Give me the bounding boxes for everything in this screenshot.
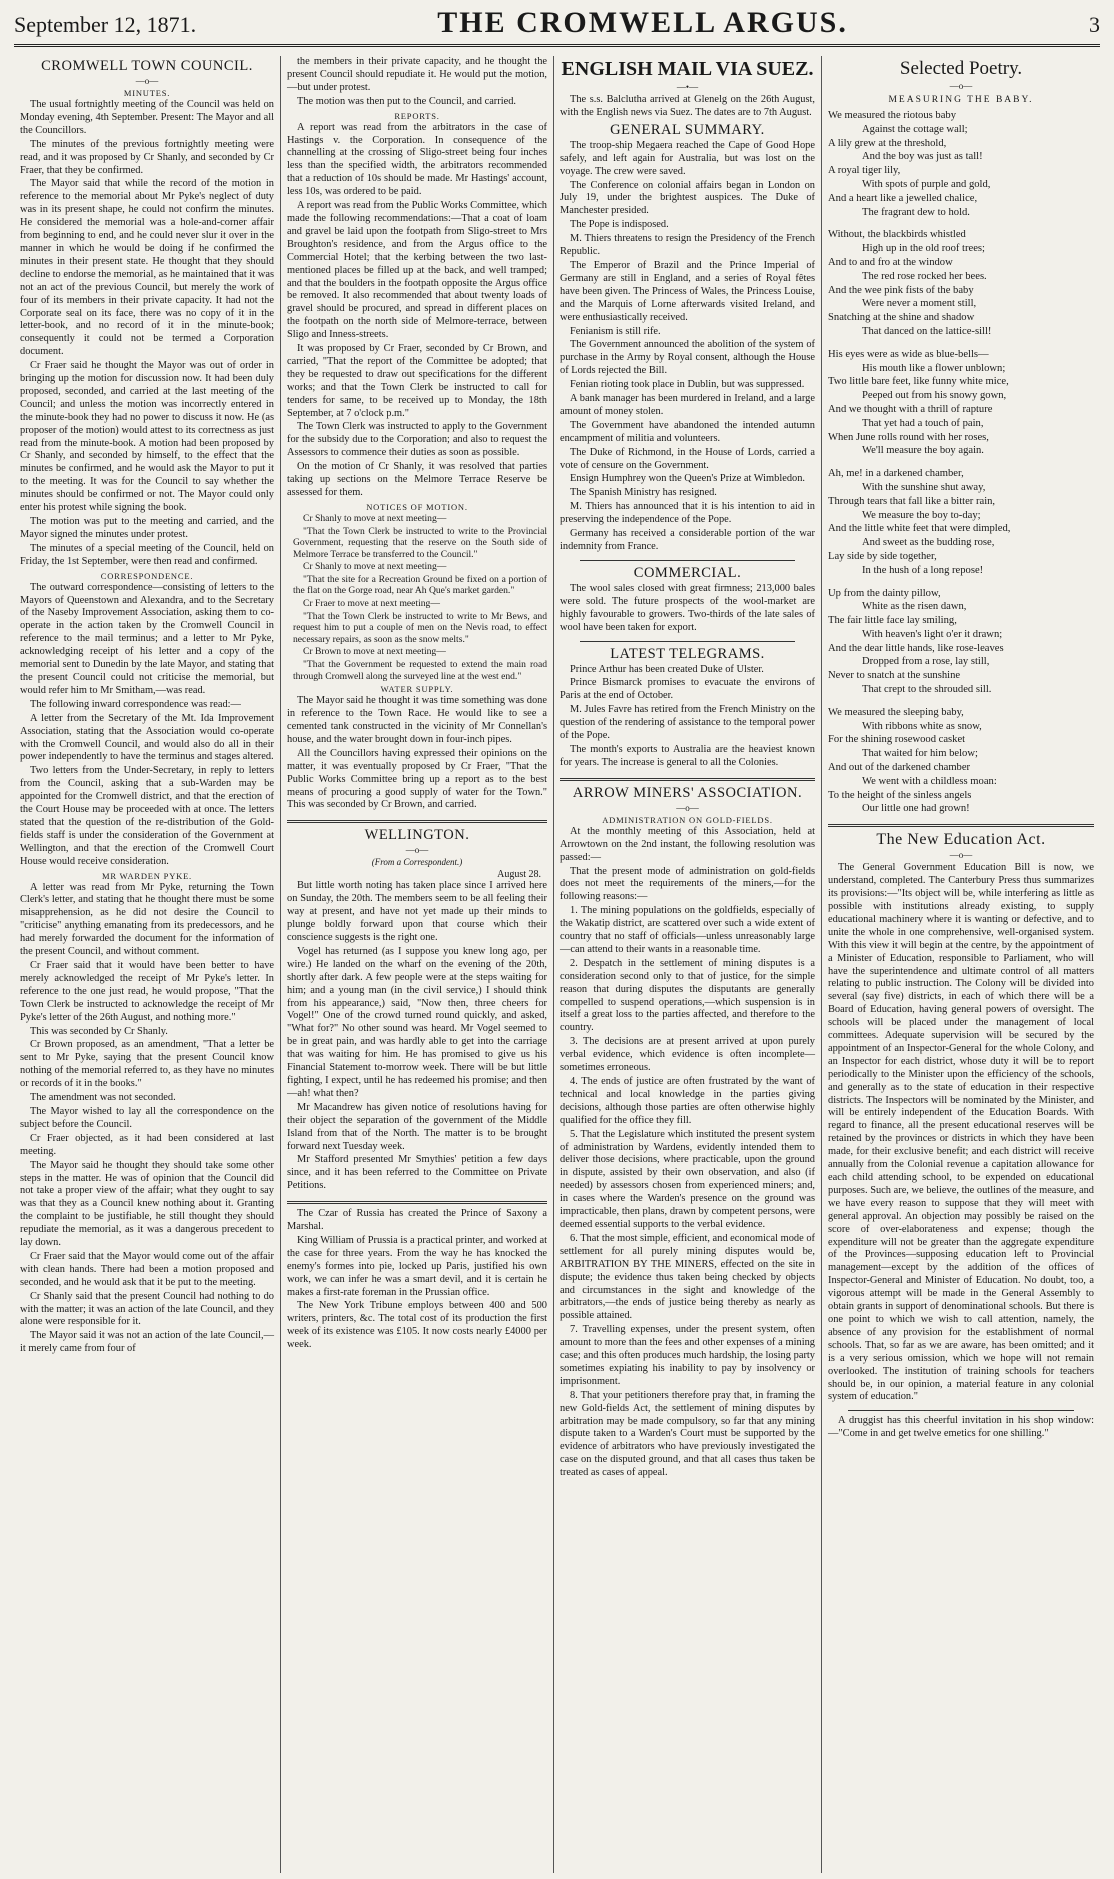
columns xyxy=(14,56,1100,1873)
paragraph: "That the Town Clerk be instructed to write to the Provincial Government, requesting that the reserve on the South side of Melmore Terrace be transferred to the Council." xyxy=(293,525,547,560)
poem-line: We'll measure the boy again. xyxy=(862,445,984,457)
separator: —o— xyxy=(949,81,973,91)
mail-intro-paragraph xyxy=(560,94,815,120)
paragraph: "That the site for a Recreation Ground be fixed on a portion of the flat on the Gorge road, near Ah Que's market garden." xyxy=(293,573,547,597)
separator: —o— xyxy=(949,850,973,861)
section-general-summary: GENERAL SUMMARY. xyxy=(610,121,765,138)
paragraph: The minutes of the previous fortnightly meeting were read, and it was proposed by Cr Shanly, and seconded by Cr Fraer, that they be confirmed. xyxy=(20,138,274,176)
paragraph: The month's exports to Australia are the heaviest known for years. The increase is general to all the Colonies. xyxy=(560,743,815,768)
issue-date: September 12, 1871. xyxy=(14,12,197,37)
paragraph: A letter was read from Mr Pyke, returning the Town Clerk's letter, and stating that he thought there must be some misapprehension, as he did not desire the Council to "criticise" anything emanating from its predecessors, and he had merely forwarded the document for the information of the present Council, and without comment. xyxy=(20,881,274,958)
divider xyxy=(580,560,795,561)
poem-line: A lily grew at the threshold, xyxy=(828,137,947,149)
paragraph: Cr Brown to move at next meeting— xyxy=(303,646,446,658)
dateline: August 28. xyxy=(497,869,541,881)
council-continued-paragraphs xyxy=(287,56,547,109)
paragraph: That the present mode of administration on gold-fields does not meet the requirements of the miners,—for the following reasons:— xyxy=(560,865,815,903)
paragraph: A bank manager has been murdered in Ireland, and a large amount of money stolen. xyxy=(560,393,815,417)
paragraph: Cr Fraer said that the Mayor would come out of the affair with clean hands. There had been a motion proposed and seconded, and he would ask that it be put to the meeting. xyxy=(20,1250,274,1288)
paragraph: The Government have abandoned the intended autumn encampment of militia and volunteers. xyxy=(560,419,815,444)
poem-body xyxy=(828,109,1094,816)
poem-line: In the hush of a long repose! xyxy=(862,564,984,576)
paragraph: The Duke of Richmond, in the House of Lords, carried a vote of censure on the Government. xyxy=(560,446,815,471)
paragraph: 3. The decisions are at present arrived at upon purely verbal evidence, which evidence is often incomplete—sometimes erroneous. xyxy=(560,1036,815,1074)
poem-line: And a heart like a jewelled chalice, xyxy=(828,192,978,204)
separator: —o— xyxy=(676,802,699,813)
poem-line: And we thought with a thrill of rapture xyxy=(828,403,993,415)
paragraph: M. Thiers has announced that it is his intention to aid in preserving the independence of the Pope. xyxy=(560,501,815,526)
divider xyxy=(287,1201,547,1204)
paragraph: The General Government Education Bill is now, we understand, completed. The Canterbury Press thus summarizes its provisions:—"Its object will be, while interfering as little as possible with institutions already existing, to supply educational machinery where it is wanting or defective, and to unite the whole in one comprehensive, well-organised system. With this view it will begin at the centre, by the appointment of a Minister of Education, responsible to Parliament, who will have the superintendence and ultimate control of all matters relating to public instruction. The Colony will be divided into several (say five) districts, in each of which there will be a Board of Education, having general powers of oversight. The schools will be placed under the management of local committees. Adequate supervision will be secured by the appointment of an Inspector-General for the whole Colony, and an Inspector for each district, whose duty it will be to report periodically to the Minister upon the efficiency of the schools, and generally as to the state of education in their respective districts. The Inspectors will be nominated by the Minister, and will be entirely independent of the Education Boards. With regard to finance, all the present educational reserves will be retained by the provinces or districts in which they have been made, for their exclusive benefit; and each district will receive annually from the Colonial revenue a capitation allowance for each child attending school, to be expended on educational purposes. Such are, we believe, the outlines of the measure, and we have every reason to suppose that they will meet with general approval. An objection may possibly be raised on the score of over-elaborateness and expense; though the expenditure will not be greater than the aggregate expenditure of the Provinces—supposing education left to Provincial management—except by the addition of the offices of Inspector-General and Minister of Education. No doubt, too, a vigorous attempt will be made in the General Assembly to obtain grants in support of denominational schools. But there is one point to which we wish to call attention, namely, the absence of any provision for the establishment of normal schools. That, so far as we are aware, has been omitted; and it is a very serious omission, which we hope will not remain overlooked. The institution of training schools for teachers should be, in our opinion, a material feature in any colonial system of education." xyxy=(828,862,1094,1403)
commercial-paragraphs xyxy=(560,583,815,635)
poem-line: We went with a childless moan: xyxy=(862,775,997,787)
telegrams-paragraphs xyxy=(560,664,815,770)
paragraph: Fenian rioting took place in Dublin, but was suppressed. xyxy=(570,379,805,391)
correspondence-paragraphs xyxy=(20,582,274,869)
divider xyxy=(580,641,795,642)
paragraph: King William of Prussia is a practical printer, and worked at the case for three years. From the way he has knocked the enemy's formes into pie, locked up Paris, justified his own work, we can infer he was a smart devil, and it is certain he makes a first-rate foreman in the Prussian office. xyxy=(287,1234,547,1298)
town-council-paragraphs xyxy=(20,99,274,569)
paragraph: The Pope is indisposed. xyxy=(570,219,669,231)
arrow-miners-paragraphs xyxy=(560,826,815,1480)
poem-line: With spots of purple and gold, xyxy=(862,178,991,190)
paragraph: Cr Fraer said he thought the Mayor was out of order in bringing up the motion for discussion now. It had been duly proposed, seconded, and carried at the last meeting of the Council; and unless the motion was incorrectly entered in the minute-book they had no power to discuss it now. He (as proposer of the motion) would attest to its correctness as just read from the minute-book. A motion had been proposed by Cr Shanly, and seconded by himself, to the effect that the minutes be confirmed, and he would ask the Mayor to put it to the meeting. It was for the Council to say whether the minutes should be confirmed or not. The Mayor could only enter his protest while signing the book. xyxy=(20,360,274,514)
poem-line: The red rose rocked her bees. xyxy=(862,270,987,282)
paragraph: Two letters from the Under-Secretary, in reply to letters from the Council, asking that a sub-Warden may be appointed for the Cromwell district, and that the erection of the Court House may be proceeded with at once. The letters stated that the question of the re-distribution of the Gold-fields staff is under the consideration of the Government at Wellington, and that the erection of the Cromwell Court House would receive consideration. xyxy=(20,765,274,867)
section-selected-poetry: Selected Poetry. xyxy=(899,58,1023,79)
paragraph: The Government announced the abolition of the system of purchase in the Army by Royal consent, although the House of Lords rejected the Bill. xyxy=(560,339,815,377)
paragraph: 8. That your petitioners therefore pray that, in framing the new Gold-fields Act, the settlement of mining disputes by arbitration may be made compulsory, so far that any mining dispute taken to a Warden's Court must be supported by the evidence of arbitrators who have previously investigated the case on the disputed ground, and that all cases thus taken be treated as cases of appeal. xyxy=(560,1389,815,1479)
column-4 xyxy=(822,56,1100,1873)
paragraph: It was proposed by Cr Fraer, seconded by Cr Brown, and carried, "That the report of the Committee be adopted; that they be requested to draw out specifications for the different works; and that the Town Clerk be instructed to call for tenders for same, to be received up to Monday, the 18th September, at 7 o'clock p.m." xyxy=(287,343,547,419)
paragraph: Prince Arthur has been created Duke of Ulster. xyxy=(570,663,764,675)
poem-line: We measure the boy to-day; xyxy=(862,509,981,521)
paragraph: M. Thiers threatens to resign the Presidency of the French Republic. xyxy=(560,233,815,258)
paragraph: The troop-ship Megaera reached the Cape of Good Hope safely, and left again for Australia, but was lost on the voyage. The crew were saved. xyxy=(560,139,815,177)
article-title-english-mail: ENGLISH MAIL VIA SUEZ. xyxy=(561,58,814,80)
separator: —o— xyxy=(405,845,429,856)
poem-line: Peeped out from his snowy gown, xyxy=(862,390,1007,402)
poem-line: Were never a moment still, xyxy=(862,298,977,310)
poem-line: The fragrant dew to hold. xyxy=(862,206,970,218)
paragraph: The Mayor said he thought they should take some other steps in the matter. He was of opinion that the Council did not take a proper view of the affair; what they ought to say was that they as a Council knew nothing about it. Granting the complaint to be justifiable, he still thought they should repudiate the memorial, as it was a dangerous precedent to lay down. xyxy=(20,1159,274,1249)
poem-line: And sweet as the budding rose, xyxy=(862,537,995,549)
poem-line: With heaven's light o'er it drawn; xyxy=(862,628,1003,640)
reports-paragraphs xyxy=(287,122,547,500)
paragraph: 4. The ends of justice are often frustrated by the want of technical and local knowledge in the parties giving decisions, although those parties are often otherwise highly qualified for the office they fill. xyxy=(560,1076,815,1126)
divider xyxy=(828,824,1094,827)
general-summary-paragraphs xyxy=(560,140,815,554)
section-commercial: COMMERCIAL. xyxy=(633,564,742,581)
separator: —o— xyxy=(135,76,159,86)
notices-paragraphs xyxy=(287,513,547,682)
poem-line: When June rolls round with her roses, xyxy=(828,431,989,443)
divider xyxy=(560,778,815,781)
newspaper-title: THE CROMWELL ARGUS. xyxy=(437,6,848,39)
article-title-wellington: WELLINGTON. xyxy=(364,827,470,844)
poem-line: That yet had a touch of pain, xyxy=(862,417,984,429)
poem-line: That crept to the shrouded sill. xyxy=(862,684,992,696)
paragraph: Germany has received a considerable portion of the war indemnity from France. xyxy=(560,528,815,552)
warden-pyke-paragraphs xyxy=(20,882,274,1357)
paragraph: A druggist has this cheerful invitation in his shop window:—"Come in and get twelve emetics for one shilling." xyxy=(828,1415,1094,1440)
poem-line: High up in the old roof trees; xyxy=(862,243,985,255)
paragraph: The following inward correspondence was read:— xyxy=(30,698,241,710)
paragraph: Mr Stafford presented Mr Smythies' petition a few days since, and it has been referred to the Committee on Private Petitions. xyxy=(287,1154,547,1192)
paragraph: 1. The mining populations on the goldfields, especially of the Wakatip district, are scattered over such a wide extent of country that no staff of officials—unless unreasonably large—can attend to their wants in a reasonable time. xyxy=(560,905,815,955)
poem-line: Snatching at the shine and shadow xyxy=(828,312,975,324)
paragraph: "That the Government be requested to extend the main road through Cromwell along the surveyed line at the west end." xyxy=(293,659,547,682)
poem-line: With the sunshine shut away, xyxy=(862,481,986,493)
paragraph: A report was read from the Public Works Committee, which made the following recommendations:—That a coat of loam and gravel be laid upon the footpath from Sligo-street to Mrs Broughton's residence, and from the Argus office to the Commercial Hotel; that the kerbing between the two last-mentioned places be filled up at the back, and well tramped; and that the boulders in the footpath opposite the Argus office be removed. It also recommended that about twenty loads of gravel should be procured, and spread in different places on the footpath on the north side of Melmore-terrace, between Sligo and Inness-streets. xyxy=(287,200,547,341)
poem-line: Against the cottage wall; xyxy=(862,123,968,135)
paragraph: The Town Clerk was instructed to apply to the Government for the subsidy due to the Corporation; and also to request the Assessors to commence their duties as soon as possible. xyxy=(287,421,547,459)
poem-line: With ribbons white as snow, xyxy=(862,720,982,732)
paragraph: At the monthly meeting of this Association, held at Arrowtown on the 2nd instant, the following resolution was passed:— xyxy=(560,825,815,863)
subhead-minutes: MINUTES. xyxy=(123,88,171,98)
poem-line: And the wee pink fists of the baby xyxy=(828,284,974,296)
poem-line: Up from the dainty pillow, xyxy=(828,587,941,599)
subhead-notices: NOTICES OF MOTION. xyxy=(366,501,468,512)
paragraph: The motion was then put to the Council, and carried. xyxy=(297,95,517,107)
poem-line: The fair little face lay smiling, xyxy=(828,615,957,627)
paragraph: Cr Brown proposed, as an amendment, "That a letter be sent to Mr Pyke, saying that the present Council know nothing of the memorial referred to, as they have no minutes or records of it in the books." xyxy=(20,1039,274,1090)
paragraph: Cr Shanly said that the present Council had nothing to do with the matter; it was an action of the late Council, and they alone were responsible for it. xyxy=(20,1290,274,1328)
poem-line: Dropped from a rose, lay still, xyxy=(862,656,990,668)
poem-title: MEASURING THE BABY. xyxy=(888,95,1034,105)
page-number: 3 xyxy=(1088,12,1100,37)
poem-line: A royal tiger lily, xyxy=(828,165,901,177)
poem-line: And the boy was just as tall! xyxy=(862,151,983,163)
paragraph: The Mayor said he thought it was time something was done in reference to the Town Race. He would like to see a cemented tank constructed in the vicinity of Mr Connellan's house, and the water brought down in four-inch pipes. xyxy=(287,695,547,745)
paragraph: The New York Tribune employs between 400 and 500 writers, printers, &c. The total cost of its production the first week of its existence was £105. It now costs nearly £4000 per week. xyxy=(287,1300,547,1351)
poem-line: We measured the sleeping baby, xyxy=(828,706,964,718)
article-title-education-act: The New Education Act. xyxy=(876,831,1046,849)
miscellany-paragraphs xyxy=(287,1208,547,1352)
poem-line: For the shining rosewood casket xyxy=(828,734,966,746)
paragraph: The usual fortnightly meeting of the Council was held on Monday evening, 4th September. Present: The Mayor and all the Councillors. xyxy=(20,99,274,136)
column-2 xyxy=(281,56,554,1873)
water-supply-paragraphs xyxy=(287,695,547,812)
poem-line: We measured the riotous baby xyxy=(828,110,956,121)
paragraph: All the Councillors having expressed their opinions on the matter, it was eventually proposed by Cr Fraer, "That the Public Works Committee bring up a report as to the best means of procuring a good supply of water for the Town." This was seconded by Cr Brown, and carried. xyxy=(287,747,547,811)
poem-line: White as the risen dawn, xyxy=(862,601,967,613)
poem-line: Lay side by side together, xyxy=(828,550,937,562)
paragraph: Vogel has returned (as I suppose you knew long ago, per wire.) He landed on the wharf on the evening of the 20th, shortly after dark. A few people were at the steps waiting for him; and a young man (in the civil service,) I should think from his appearance,) said, "Now then, three cheers for Vogel!" One of the crowd turned round quickly, and asked, "What for?" No other sound was heard. Mr Vogel seemed to be in great pain, and was hardly able to get into the carriage that was waiting for him. He has promised to give us his Financial Statement to-morrow week. There will be but little fighting, I expect, until he has redeemed his promise; and then—ah! what then? xyxy=(287,945,547,1099)
poem-line: And to and fro at the window xyxy=(828,256,953,268)
paragraph: 5. That the Legislature which instituted the present system of administration by Wardens, evidently intended them to deliver those decisions, where practicable, upon the ground in dispute, assisted by their own observation, and also (if needed) by assessors chosen from experienced miners; and, in cases where the Warden's presence on the ground was impracticable, then plans, drawn by competent persons, were deemed essential supports to the verbal evidence. xyxy=(560,1128,815,1230)
poem-line: His eyes were as wide as blue-bells— xyxy=(828,348,989,360)
divider xyxy=(287,820,547,823)
paragraph: 6. That the most simple, efficient, and economical mode of settlement for all purely mining disputes would be, ARBITRATION BY THE MINERS, effected on the site in dispute; the evidence thus taken being checked by objects and circumstances in the sight and knowledge of the arbitrators,—the ends of justice being thereby as nearly as possible attained. xyxy=(560,1232,815,1322)
poem-line: And the dear little hands, like rose-leaves xyxy=(828,642,1004,654)
paragraph: Cr Shanly to move at next meeting— xyxy=(303,561,447,573)
paragraph: Ensign Humphrey won the Queen's Prize at Wimbledon. xyxy=(570,473,806,485)
column-3 xyxy=(554,56,822,1873)
paragraph: the members in their private capacity, and he thought the present Council should repudiate it. He would put the motion,—but under protest. xyxy=(287,56,547,93)
paragraph: 2. Despatch in the settlement of mining disputes is a consideration second only to that of justice, for the simple reason that during disputes the disputants are generally compelled to suspend operations,—which suspension is in itself a great loss to the parties affected, and therefore to the country. xyxy=(560,957,815,1034)
poem-line: His mouth like a flower unblown; xyxy=(862,362,1006,374)
paragraph: The Czar of Russia has created the Prince of Saxony a Marshal. xyxy=(287,1208,547,1233)
paragraph: The minutes of a special meeting of the Council, held on Friday, the 1st September, were then read and confirmed. xyxy=(20,542,274,567)
section-latest-telegrams: LATEST TELEGRAMS. xyxy=(610,645,765,662)
paragraph: A letter from the Secretary of the Mt. Ida Improvement Association, stating that the Association would co-operate with the Cromwell Council, and would also do all in their power independently to have the terminus and stages altered. xyxy=(20,712,274,763)
paragraph: The Spanish Ministry has resigned. xyxy=(570,487,717,499)
poem-line: Through tears that fall like a bitter rain, xyxy=(828,495,996,507)
paragraph: But little worth noting has taken place since I arrived here on Sunday, the 20th. The members seem to be all feeling their way at present, and have not yet made up their minds to plunge boldly forward upon that course which their conscience suggests is the right one. xyxy=(287,880,547,943)
wellington-paragraphs xyxy=(287,880,547,1193)
paragraph: The Conference on colonial affairs began in London on July 19, under the brightest auspices. The Duke of Manchester presided. xyxy=(560,179,815,217)
paragraph: M. Jules Favre has retired from the French Ministry on the question of the rendering of assistance to the temporal power of the Pope. xyxy=(560,704,815,742)
paragraph: The wool sales closed with great firmness; 213,000 bales were sold. The future prospects of the wool-market are highly favourable to growers. Two-thirds of the late sales of wool have been taken for export. xyxy=(560,582,815,633)
subhead-warden-pyke: MR WARDEN PYKE. xyxy=(101,870,192,881)
paragraph: The outward correspondence—consisting of letters to the Mayors of Queenstown and Alexandra, and to the Secretary of the Naseby Improvement Association, asking them to co-operate in the action taken by the Cromwell Council in reference to the mail terminus; and a letter to Mr Pyke, acknowledging receipt of his letter and a copy of the memorial sent to Dunedin by the late Mayor, and stating that the present Council could not criticise the memorial, but would refer him to Mr Smitham,—was read. xyxy=(20,581,274,696)
paragraph: Fenianism is still rife. xyxy=(570,325,661,337)
poem-line: Two little bare feet, like funny white mice, xyxy=(828,376,1009,388)
subhead-correspondence: CORRESPONDENCE. xyxy=(100,570,194,581)
paragraph: The Emperor of Brazil and the Prince Imperial of Germany are still in England, and a series of Royal fêtes have been given. The Princess of Wales, the Princess Louise, and the Marquis of Lorne afterwards visited Ireland, and were enthusiastically received. xyxy=(560,259,815,323)
article-title-town-council: CROMWELL TOWN COUNCIL. xyxy=(41,58,253,74)
paragraph: The motion was put to the meeting and carried, and the Mayor signed the minutes under protest. xyxy=(20,516,274,540)
article-title-arrow-miners: ARROW MINERS' ASSOCIATION. xyxy=(572,784,803,801)
poem-line: Ah, me! in a darkened chamber, xyxy=(828,468,964,480)
druggist-paragraph xyxy=(828,1415,1094,1441)
paragraph: 7. Travelling expenses, under the present system, often amount to more than the fees and other expenses of a mining case; and this often produces much hardship, the losing party sometimes expiating his inability to pay by insolvency or imprisonment. xyxy=(560,1324,815,1387)
paragraph: The amendment was not seconded. xyxy=(30,1092,176,1104)
separator: —•— xyxy=(676,82,699,92)
subhead-water-supply: WATER SUPPLY. xyxy=(380,684,454,695)
education-act-paragraphs xyxy=(828,862,1094,1404)
divider xyxy=(848,1410,1074,1411)
poem-line: And out of the darkened chamber xyxy=(828,762,971,774)
poem-line: And the little white feet that were dimpled, xyxy=(828,523,1011,535)
poem-line: Never to snatch at the sunshine xyxy=(828,670,961,682)
paragraph: On the motion of Cr Shanly, it was resolved that parties taking up sections on the Melmore Terrace Reserve be assessed for them. xyxy=(287,461,547,498)
paragraph: Mr Macandrew has given notice of resolutions having for their object the separation of the government of the Middle Island from that of the North. The matter is to be brought forward next Tuesday week. xyxy=(287,1101,547,1152)
paragraph: The s.s. Balclutha arrived at Glenelg on the 26th August, with the English news via Suez. The dates are to 7th August. xyxy=(560,94,815,118)
paragraph: This was seconded by Cr Shanly. xyxy=(30,1025,168,1037)
subhead-administration: ADMINISTRATION ON GOLD-FIELDS. xyxy=(602,814,773,825)
correspondent-line: (From a Correspondent.) xyxy=(371,857,463,868)
poem-line: To the height of the sinless angels xyxy=(828,789,972,801)
poem-line: Our little one had grown! xyxy=(862,803,970,815)
poem-line: That waited for him below; xyxy=(862,748,978,760)
poem-line: That danced on the lattice-sill! xyxy=(862,325,992,337)
paragraph: The Mayor wished to lay all the correspondence on the subject before the Council. xyxy=(20,1105,274,1130)
masthead xyxy=(14,6,1100,47)
paragraph: Cr Fraer to move at next meeting— xyxy=(303,598,440,610)
paragraph: "That the Town Clerk be instructed to write to Mr Bews, and request him to put a couple of men on the Nevis road, to effect necessary repairs, as soon as the snow melts." xyxy=(293,610,547,645)
column-1 xyxy=(14,56,281,1873)
paragraph: Cr Shanly to move at next meeting— xyxy=(303,512,447,524)
paragraph: Cr Fraer objected, as it had been considered at last meeting. xyxy=(20,1132,274,1157)
paragraph: Prince Bismarck promises to evacuate the environs of Paris at the end of October. xyxy=(560,677,815,702)
poem-line: Without, the blackbirds whistled xyxy=(828,229,966,241)
paragraph: The Mayor said that while the record of the motion in reference to the memorial about Mr Pyke's neglect of duty was in its present shape, he could not confirm the minutes. He considered the memorial was a hole-and-corner affair from beginning to end, and he could never slur it over in the manner in which he would be doing if he confirmed the minutes in their present state. He thought that they should decline to endorse the memorial, as he maintained that it was not an act of the previous Council, but merely the work of four of its members in their private capacity. It had not the Corporate seal on its face, there was no copy of it in the letter-book, and no record of it in the minute-book; consequently it could not be termed a Corporation document. xyxy=(20,178,274,358)
paragraph: A report was read from the arbitrators in the case of Hastings v. the Corporation. In consequence of the channelling at the crossing of Sligo-street being four inches less than the specified width, the arbitrators recommended that a reduction of 10s should be made. Mr Hastings' account, less 10s, was ordered to be paid. xyxy=(287,121,547,198)
subhead-reports: REPORTS. xyxy=(394,110,440,121)
paragraph: The Mayor said it was not an action of the late Council,—it merely came from four of xyxy=(20,1330,274,1355)
paragraph: Cr Fraer said that it would have been better to have merely acknowledged the receipt of Mr Pyke's letter. In reference to the one just read, he would propose, "That the Town Clerk be instructed to acknowledge the receipt of Mr Pyke's letter of the 26th August, and nothing more." xyxy=(20,960,274,1023)
